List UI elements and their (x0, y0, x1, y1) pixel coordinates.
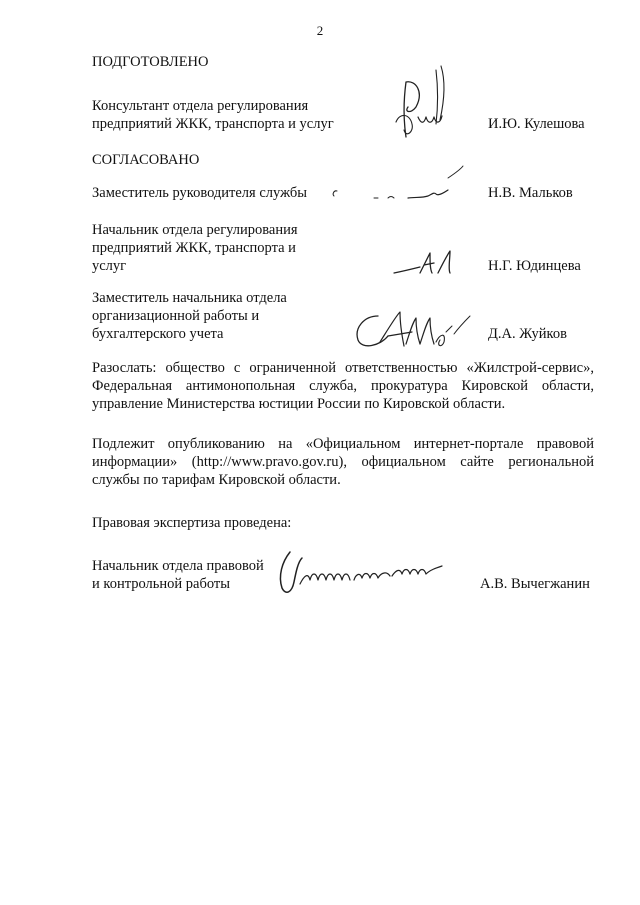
prepared-position-line-1: Консультант отдела регулирования (92, 98, 309, 114)
signer-1-name: Н.В. Мальков (488, 185, 573, 201)
publication-line: информации» (http://www.pravo.gov.ru), официальном сайте региональной (92, 454, 594, 470)
signer-3-position-line-2: организационной работы и (92, 308, 260, 324)
distribution-line: управление Министерства юстиции России по Кировской области. (92, 396, 506, 412)
legal-review-statement: Правовая экспертиза проведена: (92, 515, 292, 531)
signer-3-position-line-1: Заместитель начальника отдела (92, 290, 287, 306)
signer-1-position-line-1: Заместитель руководителя службы (92, 185, 308, 201)
prepared-position-line-2: предприятий ЖКК, транспорта и услуг (92, 116, 334, 132)
signer-3-name: Д.А. Жуйков (488, 326, 567, 342)
signature-vychegzhanin (268, 548, 448, 598)
prepared-heading: ПОДГОТОВЛЕНО (92, 54, 209, 70)
legal-review-position-line-1: Начальник отдела правовой (92, 558, 264, 574)
distribution-line: Федеральная антимонопольная служба, прокуратура Кировской области, (92, 378, 594, 394)
page-number: 2 (316, 23, 324, 38)
signer-3-position-line-3: бухгалтерского учета (92, 326, 224, 342)
legal-review-position-line-2: и контрольной работы (92, 576, 230, 592)
signer-2-position-line-2: предприятий ЖКК, транспорта и (92, 240, 296, 256)
signer-2-name: Н.Г. Юдинцева (488, 258, 581, 274)
signature-malkov (330, 160, 465, 210)
publication-paragraph (92, 435, 594, 489)
signature-kuleshova (376, 62, 476, 147)
publication-line: службы по тарифам Кировской области. (92, 472, 341, 488)
agreed-heading: СОГЛАСОВАНО (92, 152, 200, 168)
signature-yudintseva (390, 243, 470, 283)
publication-line: Подлежит опубликованию на «Официальном интернет-портале правовой (92, 436, 594, 452)
signature-zhuikov (350, 302, 475, 357)
signer-2-position-line-3: услуг (92, 258, 127, 274)
distribution-line: Разослать: общество с ограниченной ответственностью «Жилстрой-сервис», (92, 360, 594, 376)
distribution-paragraph (92, 359, 594, 413)
signer-2-position-line-1: Начальник отдела регулирования (92, 222, 298, 238)
prepared-signer-name: И.Ю. Кулешова (488, 116, 585, 132)
legal-review-signer-name: А.В. Вычегжанин (480, 576, 590, 592)
